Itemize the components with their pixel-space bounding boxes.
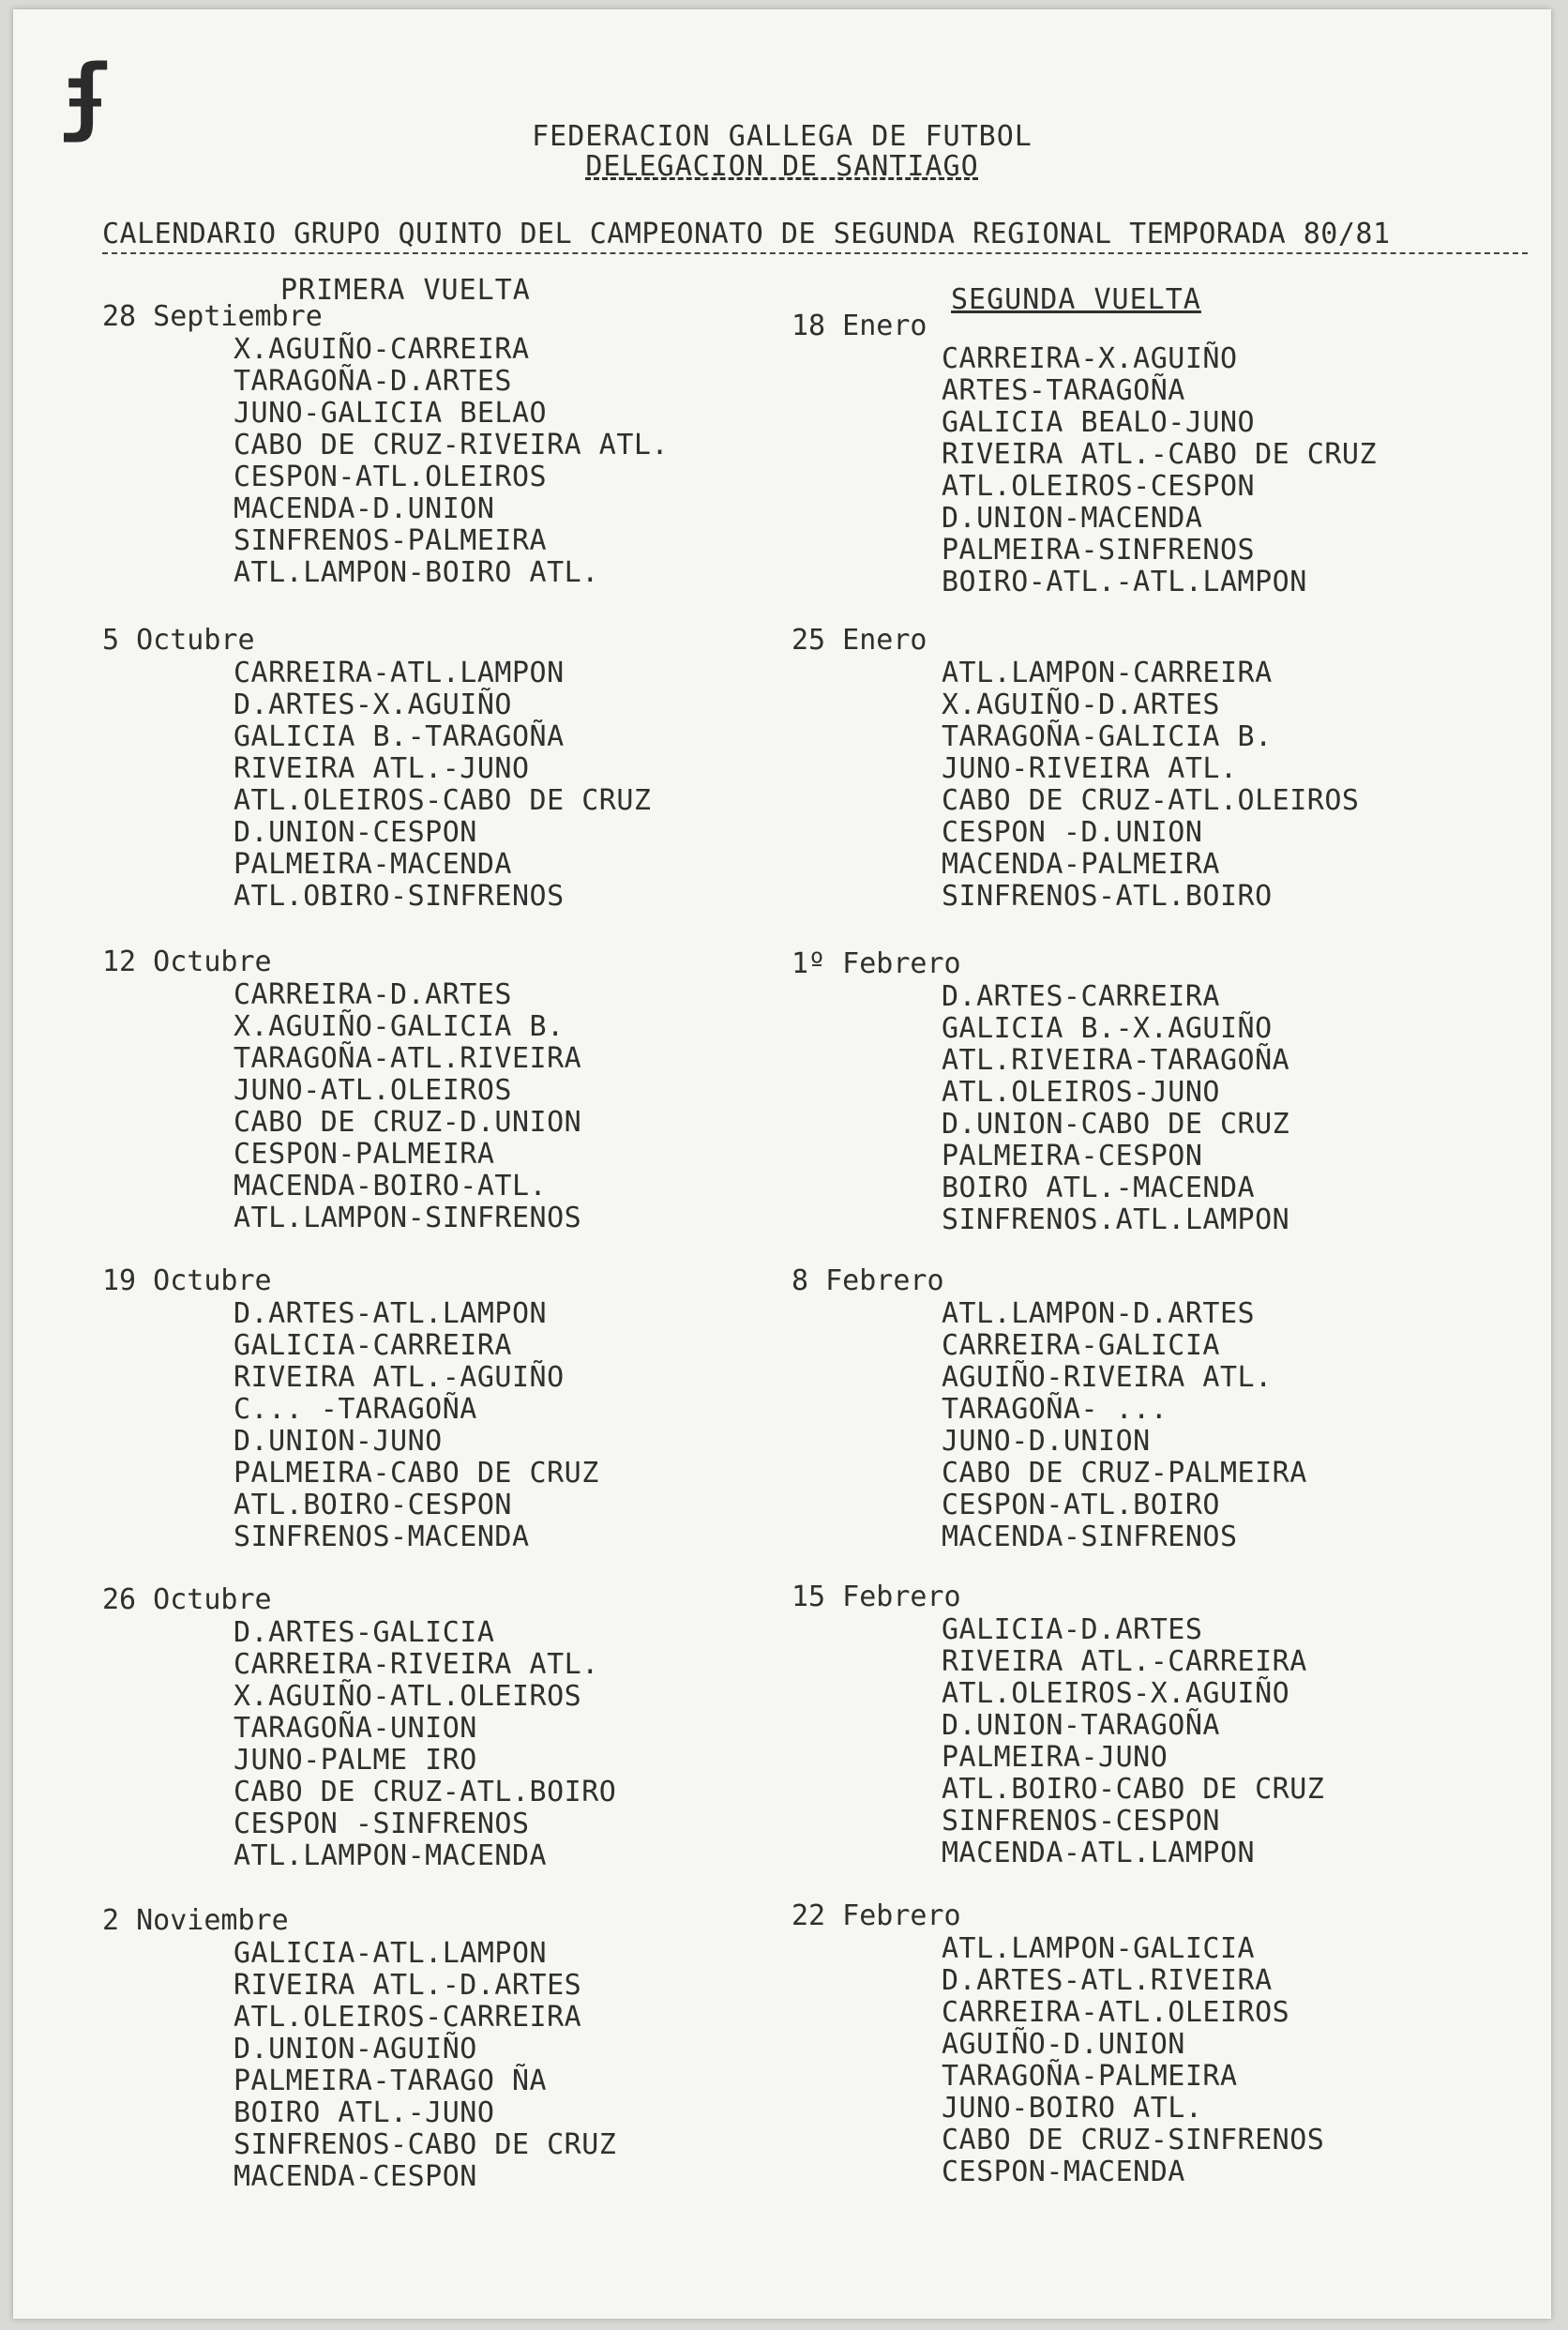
match-fixture: BOIRO ATL.-JUNO bbox=[234, 2096, 495, 2129]
match-fixture: CABO DE CRUZ-D.UNION bbox=[234, 1106, 582, 1139]
match-fixture: RIVEIRA ATL.-CABO DE CRUZ bbox=[942, 438, 1378, 471]
round-date: 26 Octubre bbox=[102, 1583, 272, 1616]
match-fixture: CARREIRA-ATL.OLEIROS bbox=[942, 1996, 1290, 2029]
match-fixture: PALMEIRA-JUNO bbox=[942, 1741, 1168, 1774]
match-fixture: TARAGOÑA-D.ARTES bbox=[234, 365, 512, 398]
match-fixture: JUNO-GALICIA BELAO bbox=[234, 397, 548, 430]
primera-round bbox=[102, 946, 581, 1234]
match-fixture: CARREIRA-RIVEIRA ATL. bbox=[234, 1648, 599, 1681]
segunda-round bbox=[792, 1581, 1324, 1869]
match-fixture: TARAGOÑA- ... bbox=[942, 1393, 1168, 1426]
primera-round bbox=[102, 1583, 616, 1872]
match-fixture: D.ARTES-ATL.LAMPON bbox=[234, 1297, 548, 1330]
segunda-vuelta-title: SEGUNDA VUELTA bbox=[951, 283, 1201, 316]
match-fixture: TARAGOÑA-GALICIA B. bbox=[942, 720, 1273, 753]
match-fixture: PALMEIRA-CABO DE CRUZ bbox=[234, 1457, 599, 1490]
round-date: 18 Enero bbox=[792, 310, 927, 342]
primera-round bbox=[102, 1264, 599, 1553]
match-fixture: GALICIA-D.ARTES bbox=[942, 1613, 1203, 1646]
match-fixture: JUNO-RIVEIRA ATL. bbox=[942, 752, 1238, 785]
match-fixture: RIVEIRA ATL.-CARREIRA bbox=[942, 1645, 1307, 1678]
match-fixture: D.UNION-JUNO bbox=[234, 1425, 443, 1458]
match-fixture: GALICIA B.-TARAGOÑA bbox=[234, 720, 565, 753]
match-fixture: D.ARTES-X.AGUIÑO bbox=[234, 688, 512, 721]
match-fixture: PALMEIRA-SINFRENOS bbox=[942, 534, 1256, 567]
delegation-title: DELEGACION DE SANTIAGO bbox=[585, 150, 979, 183]
match-fixture: GALICIA-ATL.LAMPON bbox=[234, 1937, 548, 1970]
match-fixture: JUNO-ATL.OLEIROS bbox=[234, 1074, 512, 1107]
segunda-round bbox=[792, 310, 1377, 598]
round-date: 2 Noviembre bbox=[102, 1904, 289, 1937]
segunda-round bbox=[792, 1264, 1307, 1553]
match-fixture: JUNO-PALME IRO bbox=[234, 1744, 477, 1777]
match-fixture: CABO DE CRUZ-PALMEIRA bbox=[942, 1457, 1307, 1490]
match-fixture: GALICIA-CARREIRA bbox=[234, 1329, 512, 1362]
match-fixture: PALMEIRA-CESPON bbox=[942, 1140, 1203, 1173]
match-fixture: X.AGUIÑO-D.ARTES bbox=[942, 688, 1220, 721]
match-fixture: BOIRO ATL.-MACENDA bbox=[942, 1172, 1256, 1204]
match-fixture: ATL.BOIRO-CESPON bbox=[234, 1489, 512, 1521]
match-fixture: ATL.LAMPON-SINFRENOS bbox=[234, 1202, 582, 1234]
match-fixture: SINFRENOS-MACENDA bbox=[234, 1521, 530, 1553]
match-fixture: ATL.OLEIROS-CARREIRA bbox=[234, 2001, 582, 2034]
match-fixture: ATL.OLEIROS-CESPON bbox=[942, 470, 1256, 503]
match-fixture: GALICIA B.-X.AGUIÑO bbox=[942, 1012, 1273, 1045]
match-fixture: X.AGUIÑO-ATL.OLEIROS bbox=[234, 1680, 582, 1713]
match-fixture: SINFRENOS-CESPON bbox=[942, 1805, 1220, 1838]
match-fixture: MACENDA-PALMEIRA bbox=[942, 848, 1220, 881]
match-fixture: TARAGOÑA-ATL.RIVEIRA bbox=[234, 1042, 582, 1075]
match-fixture: ATL.OLEIROS-JUNO bbox=[942, 1076, 1220, 1109]
segunda-round bbox=[792, 947, 1289, 1236]
round-date: 15 Febrero bbox=[792, 1581, 961, 1613]
match-fixture: CABO DE CRUZ-ATL.BOIRO bbox=[234, 1776, 617, 1808]
match-fixture: ATL.RIVEIRA-TARAGOÑA bbox=[942, 1044, 1290, 1077]
match-fixture: ATL.OLEIROS-CABO DE CRUZ bbox=[234, 784, 652, 817]
segunda-round bbox=[792, 624, 1359, 913]
match-fixture: BOIRO-ATL.-ATL.LAMPON bbox=[942, 566, 1307, 598]
match-fixture: ATL.OBIRO-SINFRENOS bbox=[234, 880, 565, 913]
document-page bbox=[13, 9, 1551, 2319]
round-date: 12 Octubre bbox=[102, 946, 272, 978]
match-fixture: CESPON-ATL.BOIRO bbox=[942, 1489, 1220, 1521]
primera-vuelta-title: PRIMERA VUELTA bbox=[280, 274, 531, 307]
match-fixture: AGUIÑO-D.UNION bbox=[942, 2028, 1185, 2061]
match-fixture: RIVEIRA ATL.-AGUIÑO bbox=[234, 1361, 565, 1394]
match-fixture: PALMEIRA-TARAGO ÑA bbox=[234, 2065, 548, 2097]
match-fixture: ATL.LAMPON-GALICIA bbox=[942, 1932, 1256, 1965]
primera-round bbox=[102, 1904, 616, 2193]
match-fixture: ARTES-TARAGOÑA bbox=[942, 374, 1185, 407]
round-date: 25 Enero bbox=[792, 624, 927, 657]
match-fixture: D.ARTES-ATL.RIVEIRA bbox=[942, 1964, 1273, 1997]
match-fixture: CABO DE CRUZ-ATL.OLEIROS bbox=[942, 784, 1360, 817]
match-fixture: MACENDA-SINFRENOS bbox=[942, 1521, 1238, 1553]
match-fixture: SINFRENOS-ATL.BOIRO bbox=[942, 880, 1273, 913]
match-fixture: CARREIRA-D.ARTES bbox=[234, 978, 512, 1011]
match-fixture: C... -TARAGOÑA bbox=[234, 1393, 477, 1426]
match-fixture: JUNO-D.UNION bbox=[942, 1425, 1151, 1458]
round-date: 8 Febrero bbox=[792, 1264, 944, 1297]
match-fixture: CARREIRA-ATL.LAMPON bbox=[234, 657, 565, 689]
match-fixture: D.UNION-TARAGOÑA bbox=[942, 1709, 1220, 1742]
match-fixture: MACENDA-ATL.LAMPON bbox=[942, 1837, 1256, 1869]
match-fixture: D.UNION-MACENDA bbox=[942, 502, 1203, 535]
match-fixture: MACENDA-CESPON bbox=[234, 2160, 477, 2193]
match-fixture: ATL.LAMPON-D.ARTES bbox=[942, 1297, 1256, 1330]
round-date: 19 Octubre bbox=[102, 1264, 272, 1297]
match-fixture: D.UNION-CESPON bbox=[234, 816, 477, 849]
match-fixture: CARREIRA-GALICIA bbox=[942, 1329, 1220, 1362]
match-fixture: D.ARTES-CARREIRA bbox=[942, 980, 1220, 1013]
match-fixture: TARAGOÑA-UNION bbox=[234, 1712, 477, 1745]
match-fixture: AGUIÑO-RIVEIRA ATL. bbox=[942, 1361, 1273, 1394]
match-fixture: CESPON-PALMEIRA bbox=[234, 1138, 495, 1171]
match-fixture: GALICIA BEALO-JUNO bbox=[942, 406, 1256, 439]
match-fixture: ATL.LAMPON-CARREIRA bbox=[942, 657, 1273, 689]
match-fixture: D.UNION-AGUIÑO bbox=[234, 2033, 477, 2065]
match-fixture: JUNO-BOIRO ATL. bbox=[942, 2092, 1203, 2125]
match-fixture: D.UNION-CABO DE CRUZ bbox=[942, 1108, 1290, 1141]
segunda-round bbox=[792, 1899, 1324, 2188]
calendar-title: CALENDARIO GRUPO QUINTO DEL CAMPEONATO DE SEGUNDA REGIONAL TEMPORADA 80/81 bbox=[102, 218, 1528, 254]
match-fixture: ATL.OLEIROS-X.AGUIÑO bbox=[942, 1677, 1290, 1710]
match-fixture: RIVEIRA ATL.-JUNO bbox=[234, 752, 530, 785]
match-fixture: RIVEIRA ATL.-D.ARTES bbox=[234, 1969, 582, 2002]
match-fixture: SINFRENOS.ATL.LAMPON bbox=[942, 1203, 1290, 1236]
match-fixture: CESPON-MACENDA bbox=[942, 2156, 1185, 2188]
match-fixture: ATL.LAMPON-BOIRO ATL. bbox=[234, 556, 599, 589]
match-fixture: CABO DE CRUZ-SINFRENOS bbox=[942, 2124, 1325, 2156]
primera-round bbox=[102, 300, 669, 589]
primera-round bbox=[102, 624, 651, 913]
match-fixture: MACENDA-BOIRO-ATL. bbox=[234, 1170, 548, 1203]
match-fixture: ATL.LAMPON-MACENDA bbox=[234, 1839, 548, 1872]
federation-title: FEDERACION GALLEGA DE FUTBOL bbox=[532, 120, 1033, 153]
round-date: 1º Febrero bbox=[792, 947, 961, 980]
match-fixture: PALMEIRA-MACENDA bbox=[234, 848, 512, 881]
match-fixture: TARAGOÑA-PALMEIRA bbox=[942, 2060, 1238, 2093]
round-date: 22 Febrero bbox=[792, 1899, 961, 1932]
match-fixture: MACENDA-D.UNION bbox=[234, 492, 495, 525]
ink-mark: ʄ bbox=[60, 47, 112, 145]
round-date: 28 Septiembre bbox=[102, 300, 323, 333]
match-fixture: CESPON-ATL.OLEIROS bbox=[234, 461, 548, 493]
match-fixture: X.AGUIÑO-GALICIA B. bbox=[234, 1010, 565, 1043]
match-fixture: SINFRENOS-CABO DE CRUZ bbox=[234, 2128, 617, 2161]
match-fixture: ATL.BOIRO-CABO DE CRUZ bbox=[942, 1773, 1325, 1806]
match-fixture: D.ARTES-GALICIA bbox=[234, 1616, 495, 1649]
match-fixture: CABO DE CRUZ-RIVEIRA ATL. bbox=[234, 429, 670, 461]
match-fixture: SINFRENOS-PALMEIRA bbox=[234, 524, 548, 557]
round-date: 5 Octubre bbox=[102, 624, 255, 657]
match-fixture: X.AGUIÑO-CARREIRA bbox=[234, 333, 530, 366]
match-fixture: CARREIRA-X.AGUIÑO bbox=[942, 342, 1238, 375]
match-fixture: CESPON -SINFRENOS bbox=[234, 1808, 530, 1840]
match-fixture: CESPON -D.UNION bbox=[942, 816, 1203, 849]
